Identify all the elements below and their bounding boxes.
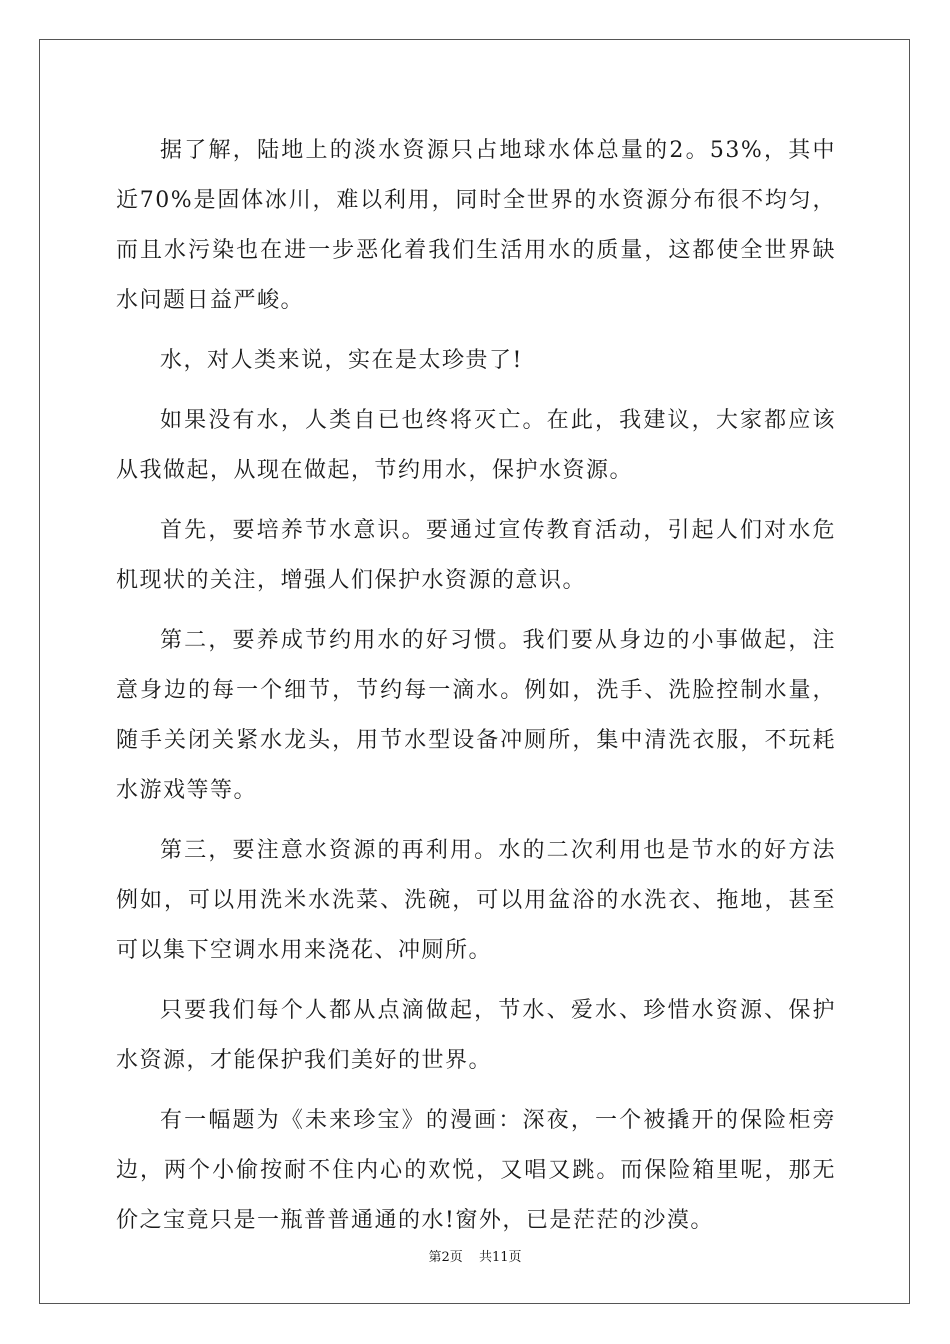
- paragraph-2: 水，对人类来说，实在是太珍贵了!: [160, 348, 523, 373]
- paragraph-7: 只要我们每个人都从点滴做起，节水、爱水、珍惜水资源、保护水资源，才能保护我们美好的世界。: [116, 998, 836, 1073]
- paragraph-6: 第三，要注意水资源的再利用。水的二次利用也是节水的好方法例如，可以用洗米水洗菜、洗碗，可以用盆浴的水洗衣、拖地，甚至可以集下空调水用来浇花、冲厕所。: [116, 838, 836, 963]
- paragraph-8: 有一幅题为《未来珍宝》的漫画：深夜，一个被撬开的保险柜旁边，两个小偷按耐不住内心的欢悦，又唱又跳。而保险箱里呢，那无价之宝竟只是一瓶普普通通的水!窗外，已是茫茫的沙漠。: [116, 1108, 836, 1233]
- document-body: [116, 126, 836, 1256]
- paragraph-4: 首先，要培养节水意识。要通过宣传教育活动，引起人们对水危机现状的关注，增强人们保护水资源的意识。: [116, 518, 836, 593]
- paragraph-3: 如果没有水，人类自已也终将灭亡。在此，我建议，大家都应该从我做起，从现在做起，节约用水，保护水资源。: [116, 408, 836, 483]
- page-number: 第2页: [428, 1250, 463, 1265]
- page-total: 共11页: [478, 1250, 522, 1265]
- page-footer: [0, 1246, 950, 1265]
- paragraph-5: 第二，要养成节约用水的好习惯。我们要从身边的小事做起，注意身边的每一个细节，节约每一滴水。例如，洗手、洗脸控制水量，随手关闭关紧水龙头，用节水型设备冲厕所，集中清洗衣服，不玩耗水游戏等等。: [116, 628, 836, 803]
- paragraph-1: 据了解，陆地上的淡水资源只占地球水体总量的2。53%，其中近70%是固体冰川，难以利用，同时全世界的水资源分布很不均匀，而且水污染也在进一步恶化着我们生活用水的质量，这都使全世界缺水问题日益严峻。: [116, 138, 836, 313]
